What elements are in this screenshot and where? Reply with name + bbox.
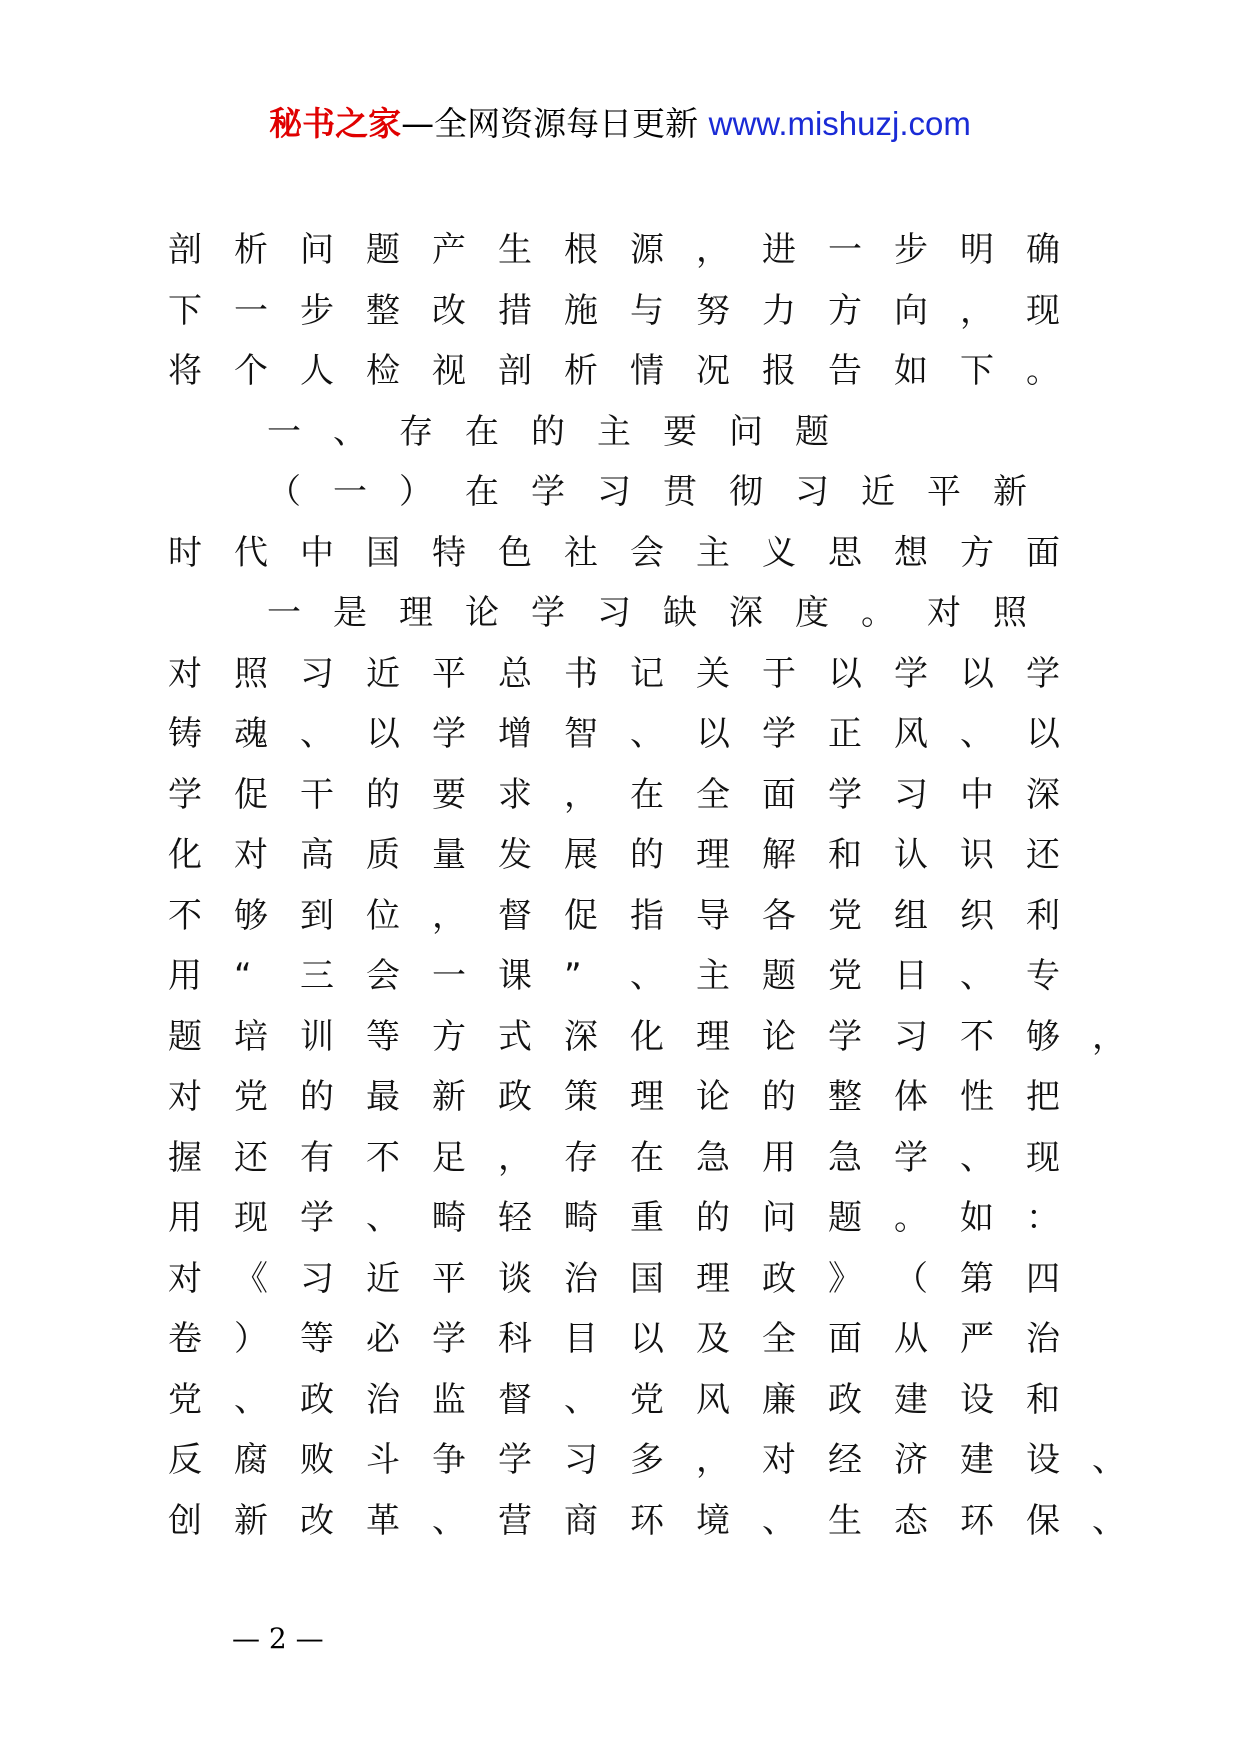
brand-name: 秘书之家 (269, 104, 402, 143)
text-line: （ 一 ） 在 学 习 贯 彻 习 近 平 新 (267, 472, 1027, 512)
text-line: 时 代 中 国 特 色 社 会 主 义 思 想 方 面 (168, 532, 1060, 573)
text-line: 用 “ 三 会 一 课 ” 、 主 题 党 日 、 专 (168, 956, 1060, 996)
site-url-link[interactable]: www.mishuzj.com (708, 105, 971, 142)
text-line: 用 现 学 、 畸 轻 畸 重 的 问 题 。 如 ： (168, 1198, 1060, 1238)
text-line: 剖 析 问 题 产 生 根 源 ， 进 一 步 明 确 (168, 230, 1060, 270)
header-tagline: —全网资源每日更新 (401, 104, 699, 143)
text-line: 学 促 干 的 要 求 ， 在 全 面 学 习 中 深 (168, 774, 1060, 815)
text-line: 化 对 高 质 量 发 展 的 理 解 和 认 识 还 (168, 835, 1060, 875)
text-line: 党 、 政 治 监 督 、 党 风 廉 政 建 设 和 (168, 1379, 1060, 1420)
text-line: 一 是 理 论 学 习 缺 深 度 。 对 照 (267, 593, 1027, 633)
text-line: 对 《 习 近 平 谈 治 国 理 政 》 （ 第 四 (168, 1258, 1060, 1299)
text-line: 对 照 习 近 平 总 书 记 关 于 以 学 以 学 (168, 653, 1060, 694)
text-line: 不 够 到 位 ， 督 促 指 导 各 党 组 织 利 (168, 895, 1060, 936)
text-line: 一 、 存 在 的 主 要 问 题 (267, 411, 829, 452)
text-line: 卷 ） 等 必 学 科 目 以 及 全 面 从 严 治 (168, 1319, 1060, 1359)
text-line: 创 新 改 革 、 营 商 环 境 、 生 态 环 保 、 (168, 1500, 1126, 1541)
text-line: 将 个 人 检 视 剖 析 情 况 报 告 如 下 。 (168, 351, 1060, 391)
text-line: 反 腐 败 斗 争 学 习 多 ， 对 经 济 建 设 、 (168, 1440, 1126, 1480)
text-line: 握 还 有 不 足 ， 存 在 急 用 急 学 、 现 (168, 1137, 1060, 1178)
text-line: 下 一 步 整 改 措 施 与 努 力 方 向 ， 现 (168, 290, 1060, 331)
page-number: — 2 — (232, 1622, 324, 1655)
text-line: 铸 魂 、 以 学 增 智 、 以 学 正 风 、 以 (168, 714, 1060, 754)
text-line: 对 党 的 最 新 政 策 理 论 的 整 体 性 把 (168, 1077, 1060, 1117)
text-line: 题 培 训 等 方 式 深 化 理 论 学 习 不 够 ， (168, 1016, 1126, 1057)
site-header (0, 100, 1240, 148)
